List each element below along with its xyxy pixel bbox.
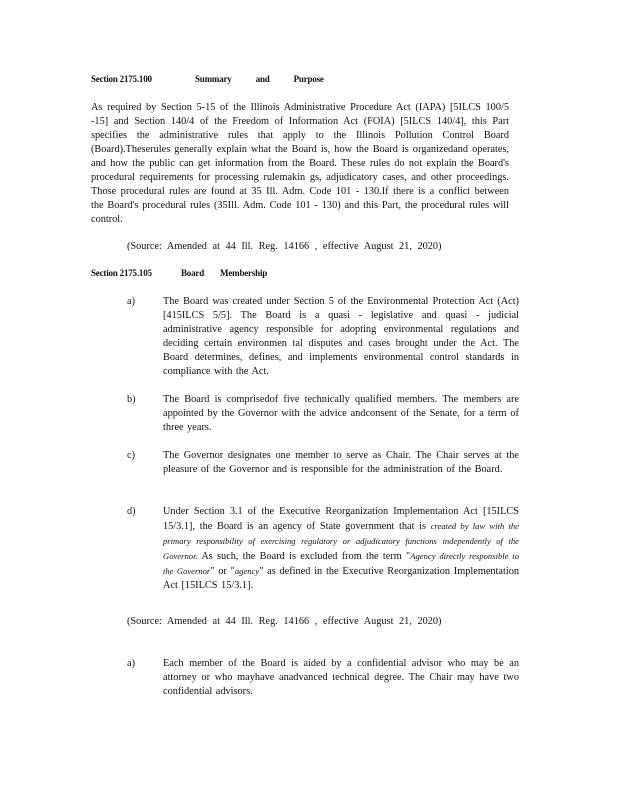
item-d-label: d) <box>127 506 136 517</box>
item-d-italic-quote-1: created by law with the primary responsibility of exercising regulatory or adjudicatory functions independently of the Governor. <box>163 521 519 561</box>
item-a-text: The Board was created under Section 5 of the Environmental Protection Act (Act) [415ILCS 5/5]. The Board is a quasi - legislative and quasi - judicial administrative agency responsible for adopting environmental regulations and deciding certain environmen tal disputes and cases brought under the Act. The Board determines, defines, and implements environmental control standards in compliance with the Act. <box>163 296 519 377</box>
item-a-label: a) <box>127 296 135 307</box>
item-a2-text: Each member of the Board is aided by a confidential advisor who may be an attorney or who mayhave anadvanced technical degree. The Chair may have two confidential advisors. <box>163 658 519 697</box>
item-d-italic-quote-3: agency <box>234 566 260 576</box>
item-b-text: The Board is comprisedof five technically qualified members. The members are appointed by the Governor with the advice andconsent of the Senate, for a term of three years. <box>163 394 519 433</box>
item-d-italic-quote-2: Agency directly responsible to the Governor <box>163 551 519 576</box>
item-d-text-part-4: " as defined in the Executive Reorganization Implementation Act [15ILCS 15/3.1]. <box>163 566 520 591</box>
section-title: Board Membership <box>181 268 268 278</box>
item-c-text: The Governor designates one member to serve as Chair. The Chair serves at the pleasure of the Governor and is responsible for the administration of the Board. <box>163 450 519 475</box>
item-d-text <box>163 505 519 593</box>
item-c-label: c) <box>127 450 135 461</box>
item-d-text-part-2: As such, the Board is excluded from the term " <box>201 551 411 562</box>
section-2175-105-source: (Source: Amended at 44 Ill. Reg. 14166 , effective August 21, 2020) <box>127 616 442 627</box>
section-2175-100-body: As required by Section 5-15 of the Illinois Administrative Procedure Act (IAPA) [5ILCS 100/5 -15] and Section 140/4 of the Freedom of Information Act (FOIA) [5ILCS 140/4], this Part specifies the administrative rules that apply to the Illinois Pollution Control Board (Board).Theserules generally explain what the Board is, how the Board is organizedand operates, and how the public can get information from the Board. These rules do not explain the Board's procedural requirements for processing rulemakin gs, adjudicatory cases, and other proceedings. Those procedural rules are found at 35 Ill. Adm. Code 101 - 130.If there is a conflict between the Board's procedural rules (35Ill. Adm. Code 101 - 130) and this Part, the procedural rules will control. <box>91 102 509 225</box>
section-number: Section 2175.100 <box>91 74 152 84</box>
section-number: Section 2175.105 <box>91 268 152 278</box>
item-b-label: b) <box>127 394 136 405</box>
section-title: Summary and Purpose <box>195 74 324 84</box>
section-2175-100-source: (Source: Amended at 44 Ill. Reg. 14166 , effective August 21, 2020) <box>127 241 442 252</box>
section-heading-2175-100 <box>91 74 324 84</box>
section-heading-2175-105 <box>91 268 267 278</box>
item-d-text-part-1: Under Section 3.1 of the Executive Reorganization Implementation Act [15ILCS 15/3.1], the Board is an agency of State government that is <box>163 506 519 532</box>
item-d-text-part-3: " or " <box>210 566 235 577</box>
item-a2-label: a) <box>127 658 135 669</box>
